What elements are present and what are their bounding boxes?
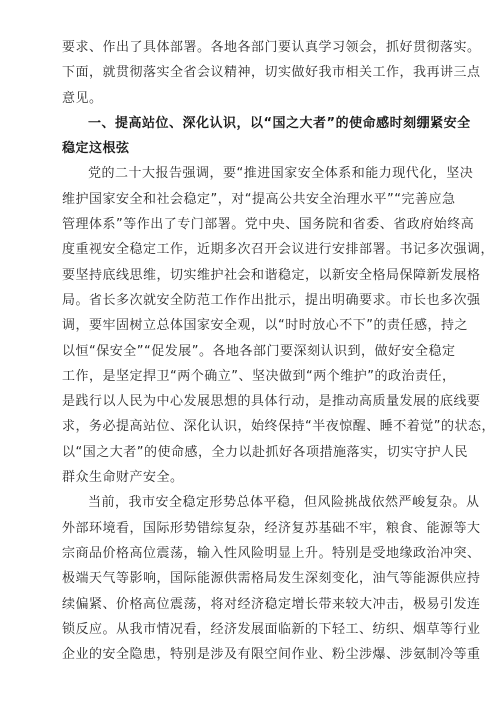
text-line: 局。省长多次就安全防范工作作出批示，提出明确要求。市长也多次强 [62, 292, 481, 308]
paragraph-importance [62, 164, 495, 488]
text-line: 以“国之大者”的使命感，全力以赴抓好各项措施落实，切实守护人民 [62, 444, 468, 460]
text-line: 当前，我市安全稳定形势总体平稳，但风险挑战依然严峻复杂。从 [88, 495, 480, 511]
paragraph-intro [62, 38, 481, 109]
text-line: 党的二十大报告强调，要“推进国家安全体系和能力现代化，坚决 [88, 166, 474, 182]
text-line: 意见。 [62, 90, 103, 106]
text-line: 极端天气等影响，国际能源供需格局发生深刻变化，油气等能源供应持 [62, 571, 481, 587]
text-line: 下面，就贯彻落实全省会议精神，切实做好我市相关工作，我再讲三点 [62, 65, 481, 81]
text-line: 是践行以人民为中心发展思想的具体行动，是推动高质量发展的底线要 [62, 394, 481, 410]
text-line: 要坚持底线思维，切实维护社会和谐稳定，以新安全格局保障新发展格 [62, 267, 481, 283]
text-line: 要求、作出了具体部署。各地各部门要认真学习领会，抓好贯彻落实。 [62, 40, 481, 55]
text-line: 以恒“保安全”“促发展”。各地各部门要深刻认识到，做好安全稳定 [62, 343, 456, 359]
text-line: 群众生命财产安全。 [62, 470, 184, 486]
text-line: 锁反应。从我市情况看，经济发展面临新的下轻工、纺织、烟草等行业 [62, 621, 481, 637]
text-line: 宗商品价格高位震荡，输入性风险明显上升。特别是受地缘政治冲突、 [62, 545, 481, 561]
section-heading [62, 114, 471, 159]
text-line: 度重视安全稳定工作，近期多次召开会议进行安排部署。书记多次强调， [62, 242, 495, 258]
text-line: 外部环境看，国际形势错综复杂，经济复苏基础不牢，粮食、能源等大 [62, 520, 481, 536]
text-line: 管理体系”等作出了专门部署。党中央、国务院和省委、省政府始终高 [62, 217, 475, 233]
paragraph-situation [62, 493, 481, 665]
heading-line: 稳定这根弦 [62, 141, 130, 157]
text-line: 企业的安全隐患，特别是涉及有限空间作业、粉尘涉爆、涉氨制冷等重 [62, 647, 481, 663]
text-line: 求，务必提高站位、深化认识，始终保持“半夜惊醒、睡不着觉”的状态， [62, 419, 495, 435]
text-line: 工作，是坚定捍卫“两个确立”、坚决做到“两个维护”的政治责任， [62, 368, 456, 384]
text-line: 维护国家安全和社会稳定”，对“提高公共安全治理水平”“完善应急 [62, 191, 456, 207]
text-line: 调，要牢固树立总体国家安全观，以“时时放心不下”的责任感，持之 [62, 318, 468, 334]
heading-line: 一、提高站位、深化认识，以“国之大者”的使命感时刻绷紧安全 [88, 115, 471, 131]
text-line: 续偏紧、价格高位震荡，将对经济稳定增长带来较大冲击，极易引发连 [62, 596, 481, 612]
document-body [62, 38, 495, 670]
